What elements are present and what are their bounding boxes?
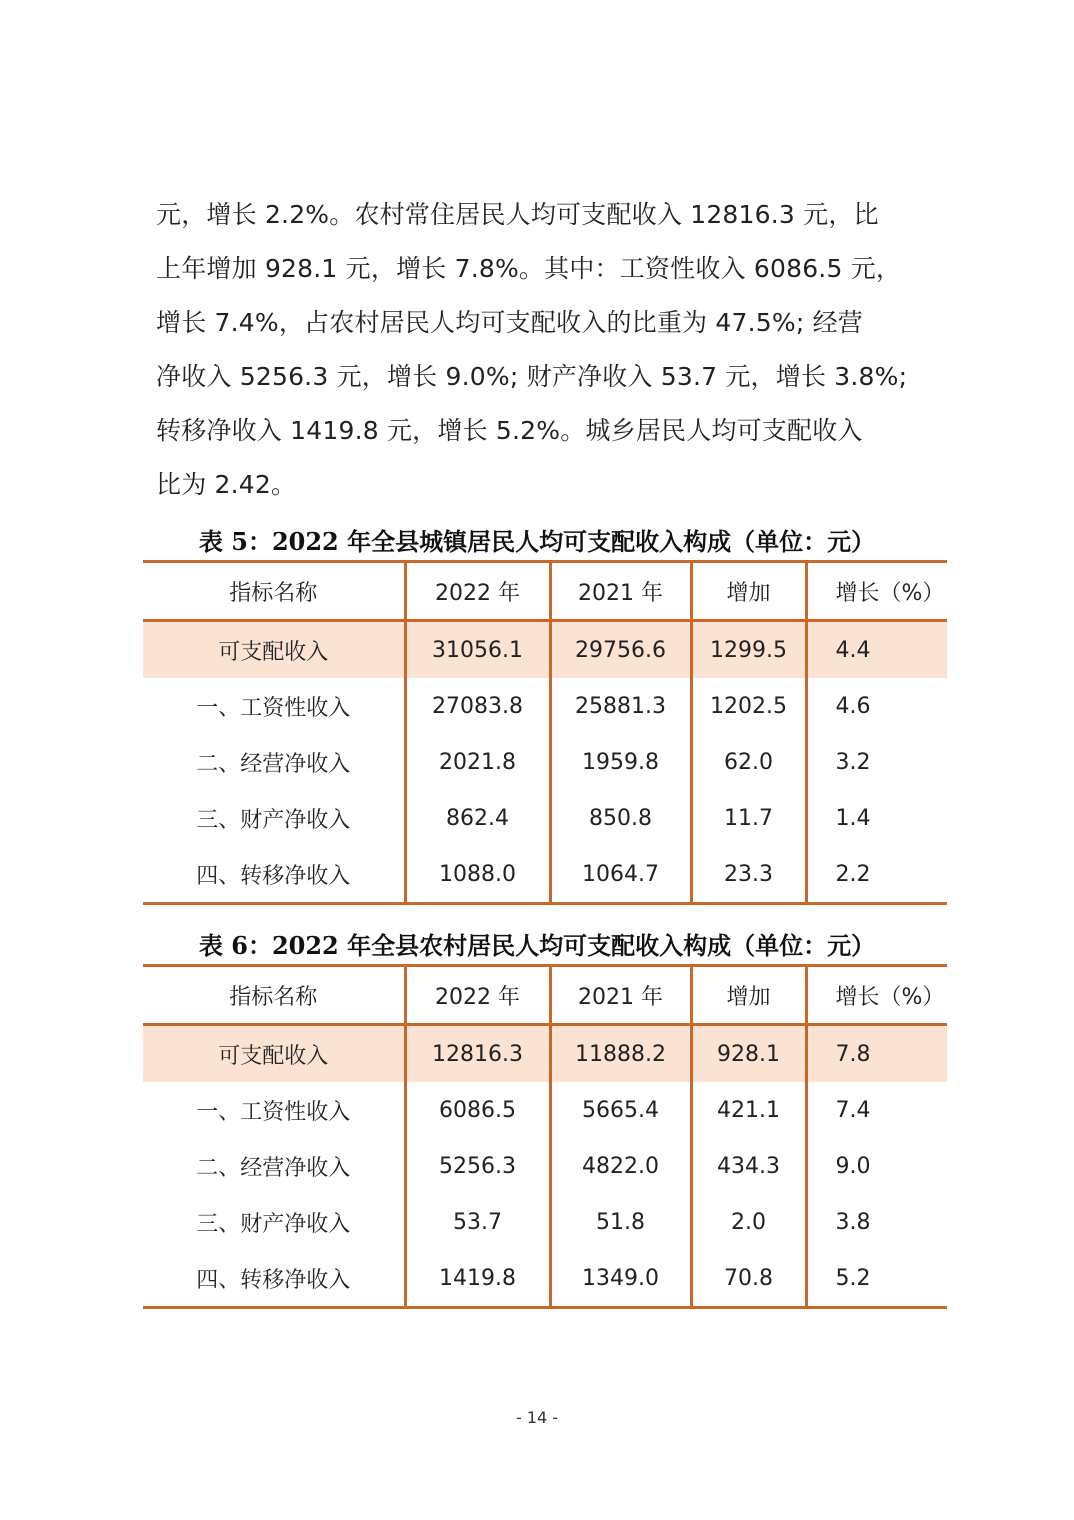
table-cell: 1088.0: [405, 846, 550, 904]
table-cell: 421.1: [691, 1082, 806, 1138]
column-header: 指标名称: [143, 966, 405, 1025]
table-header-row: [143, 562, 947, 621]
paragraph-line: 元，增长 2.2%。农村常住居民人均可支配收入 12816.3 元，比: [156, 200, 879, 229]
table-row: [143, 621, 947, 679]
column-header: 指标名称: [143, 562, 405, 621]
table-cell: 9.0: [806, 1138, 947, 1194]
table-cell: 4.6: [806, 678, 947, 734]
paragraph-line: 增长 7.4%，占农村居民人均可支配收入的比重为 47.5%; 经营: [156, 308, 863, 337]
table-cell: 1202.5: [691, 678, 806, 734]
table-cell: 3.8: [806, 1194, 947, 1250]
table-cell: 53.7: [405, 1194, 550, 1250]
table-cell: 3.2: [806, 734, 947, 790]
paragraph-line: 转移净收入 1419.8 元，增长 5.2%。城乡居民人均可支配收入: [156, 416, 863, 445]
table-cell: 三、财产净收入: [196, 807, 351, 833]
table-cell: 928.1: [691, 1025, 806, 1083]
table-cell: 1299.5: [691, 621, 806, 679]
table-cell: 7.4: [806, 1082, 947, 1138]
table-row: [143, 790, 947, 846]
table-cell: 850.8: [550, 790, 691, 846]
table-cell: 1.4: [806, 790, 947, 846]
page-number: - 14 -: [515, 1408, 559, 1427]
table-cell: 4822.0: [550, 1138, 691, 1194]
paragraph-line: 净收入 5256.3 元，增长 9.0%; 财产净收入 53.7 元，增长 3.8%;: [156, 362, 908, 391]
table-row: [143, 1250, 947, 1308]
table-cell: 27083.8: [405, 678, 550, 734]
table-6: [143, 964, 947, 1309]
table-cell: 1349.0: [550, 1250, 691, 1308]
column-header: 2022 年: [405, 966, 550, 1025]
paragraph-line: 上年增加 928.1 元，增长 7.8%。其中：工资性收入 6086.5 元，: [156, 254, 902, 283]
table-cell: 434.3: [691, 1138, 806, 1194]
table-6-caption: 表 6：2022 年全县农村居民人均可支配收入构成（单位：元）: [198, 931, 876, 960]
table-cell: 4.4: [806, 621, 947, 679]
table-cell: 可支配收入: [143, 621, 405, 679]
paragraph-line: 比为 2.42。: [156, 470, 297, 499]
table-cell: 一、工资性收入: [196, 695, 351, 721]
table-cell: 2.2: [806, 846, 947, 904]
body-paragraph: [156, 188, 936, 512]
table-cell: 862.4: [405, 790, 550, 846]
table-row: [143, 734, 947, 790]
column-header: 2021 年: [550, 562, 691, 621]
column-header: 增加: [691, 966, 806, 1025]
table-cell: 1419.8: [405, 1250, 550, 1308]
table-cell: 12816.3: [405, 1025, 550, 1083]
table-cell: 四、转移净收入: [143, 1250, 405, 1308]
table-cell: 四、转移净收入: [143, 846, 405, 904]
table-cell: 6086.5: [405, 1082, 550, 1138]
table-cell: 31056.1: [405, 621, 550, 679]
table-cell: 2021.8: [405, 734, 550, 790]
table-cell: 二、经营净收入: [196, 751, 351, 777]
table-cell: 5256.3: [405, 1138, 550, 1194]
table-row: [143, 1025, 947, 1083]
table-cell: 11888.2: [550, 1025, 691, 1083]
column-header: 增加: [691, 562, 806, 621]
column-header: 2021 年: [550, 966, 691, 1025]
table-cell: 二、经营净收入: [196, 1155, 351, 1181]
table-row: [143, 1138, 947, 1194]
table-cell: 70.8: [691, 1250, 806, 1308]
table-cell: 一、工资性收入: [196, 1099, 351, 1125]
table-cell: 25881.3: [550, 678, 691, 734]
table-header-row: [143, 966, 947, 1025]
table-cell: 11.7: [691, 790, 806, 846]
table-cell: 1064.7: [550, 846, 691, 904]
column-header: 增长（%）: [806, 966, 947, 1025]
table-5: [143, 560, 947, 905]
table-cell: 29756.6: [550, 621, 691, 679]
table-cell: 62.0: [691, 734, 806, 790]
table-cell: 1959.8: [550, 734, 691, 790]
table-cell: 51.8: [550, 1194, 691, 1250]
table-row: [143, 1194, 947, 1250]
table-row: [143, 1082, 947, 1138]
table-cell: 2.0: [691, 1194, 806, 1250]
table-cell: 5.2: [806, 1250, 947, 1308]
table-cell: 可支配收入: [143, 1025, 405, 1083]
column-header: 增长（%）: [806, 562, 947, 621]
table-5-caption: 表 5：2022 年全县城镇居民人均可支配收入构成（单位：元）: [198, 527, 876, 556]
column-header: 2022 年: [405, 562, 550, 621]
table-cell: 5665.4: [550, 1082, 691, 1138]
table-cell: 7.8: [806, 1025, 947, 1083]
table-cell: 23.3: [691, 846, 806, 904]
table-row: [143, 678, 947, 734]
table-cell: 三、财产净收入: [196, 1211, 351, 1237]
table-row: [143, 846, 947, 904]
